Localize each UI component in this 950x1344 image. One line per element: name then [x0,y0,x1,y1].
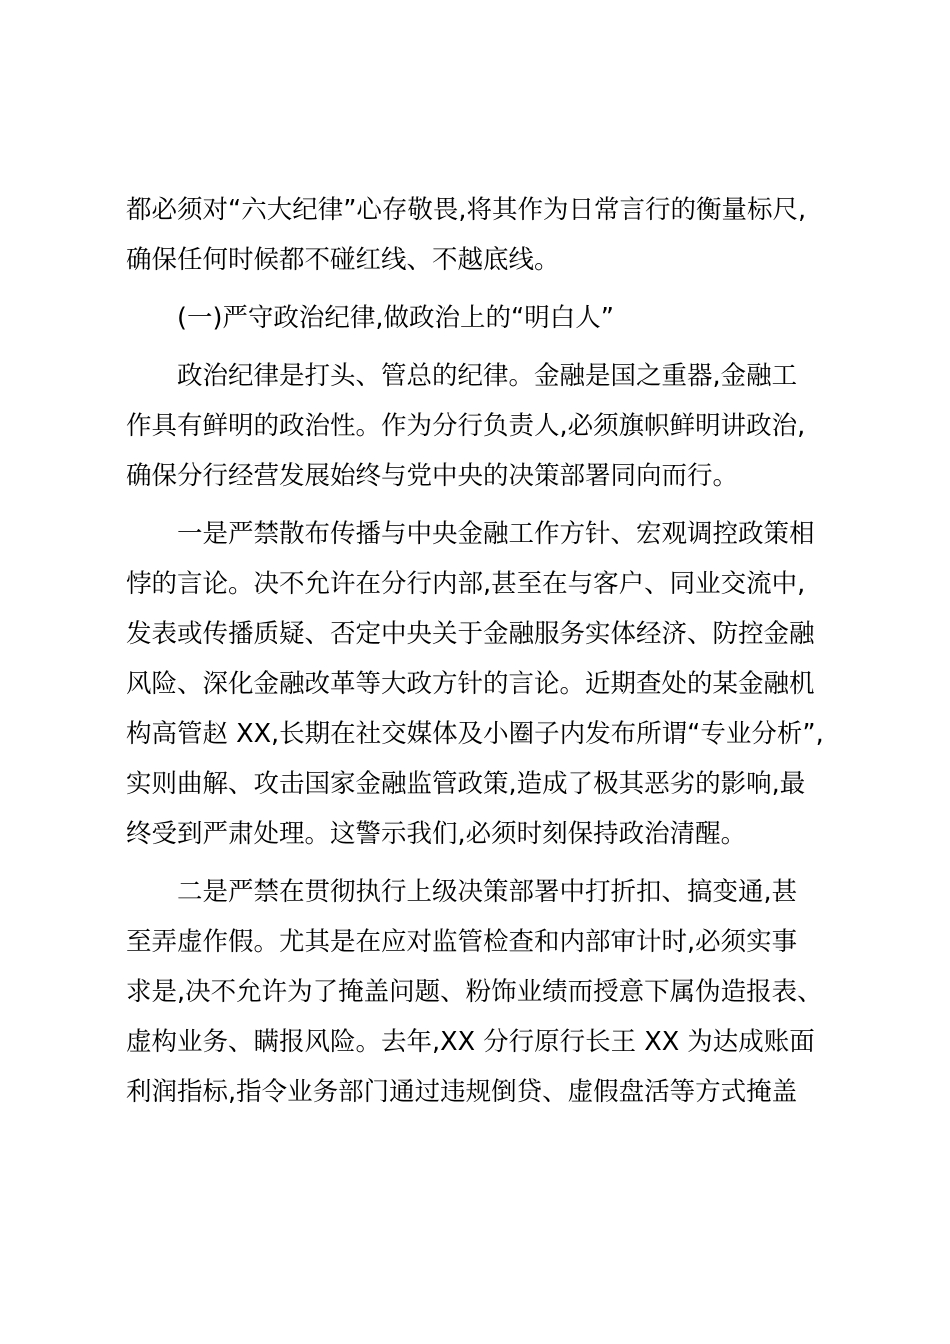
text-line: 政治纪律是打头、管总的纪律。金融是国之重器,金融工 [177,361,798,391]
paragraph [126,509,826,859]
text-line: 都必须对“六大纪律”心存敬畏,将其作为日常言行的衡量标尺, [126,195,807,225]
text-line: 利润指标,指令业务部门通过违规倒贷、虚假盘活等方式掩盖 [126,1077,798,1107]
text-line: 虚构业务、瞒报风险。去年,XX 分行原行长王 XX 为达成账面 [126,1027,815,1057]
paragraph [126,867,826,1117]
paragraph [126,185,826,285]
paragraph [126,351,826,501]
text-line: 构高管赵 XX,长期在社交媒体及小圈子内发布所谓“专业分析”, [126,719,824,749]
text-line: 作具有鲜明的政治性。作为分行负责人,必须旗帜鲜明讲政治, [126,411,806,441]
text-line: 终受到严肃处理。这警示我们,必须时刻保持政治清醒。 [126,819,747,849]
document-body [126,185,826,1125]
text-line: 求是,决不允许为了掩盖问题、粉饰业绩而授意下属伪造报表、 [126,977,823,1007]
text-line: 二是严禁在贯彻执行上级决策部署中打折扣、搞变通,甚 [177,877,798,907]
text-line: 一是严禁散布传播与中央金融工作方针、宏观调控政策相 [177,519,815,549]
text-line: 悖的言论。决不允许在分行内部,甚至在与客户、同业交流中, [126,569,806,599]
text-line: 至弄虚作假。尤其是在应对监管检查和内部审计时,必须实事 [126,927,798,957]
text-line: 实则曲解、攻击国家金融监管政策,造成了极其恶劣的影响,最 [126,769,806,799]
heading-text: (一)严守政治纪律,做政治上的“明白人” [177,303,614,333]
text-line: 风险、深化金融改革等大政方针的言论。近期查处的某金融机 [126,669,815,699]
section-heading [126,293,826,343]
text-line: 确保任何时候都不碰红线、不越底线。 [126,245,560,275]
text-line: 发表或传播质疑、否定中央关于金融服务实体经济、防控金融 [126,619,815,649]
text-line: 确保分行经营发展始终与党中央的决策部署同向而行。 [126,461,739,491]
